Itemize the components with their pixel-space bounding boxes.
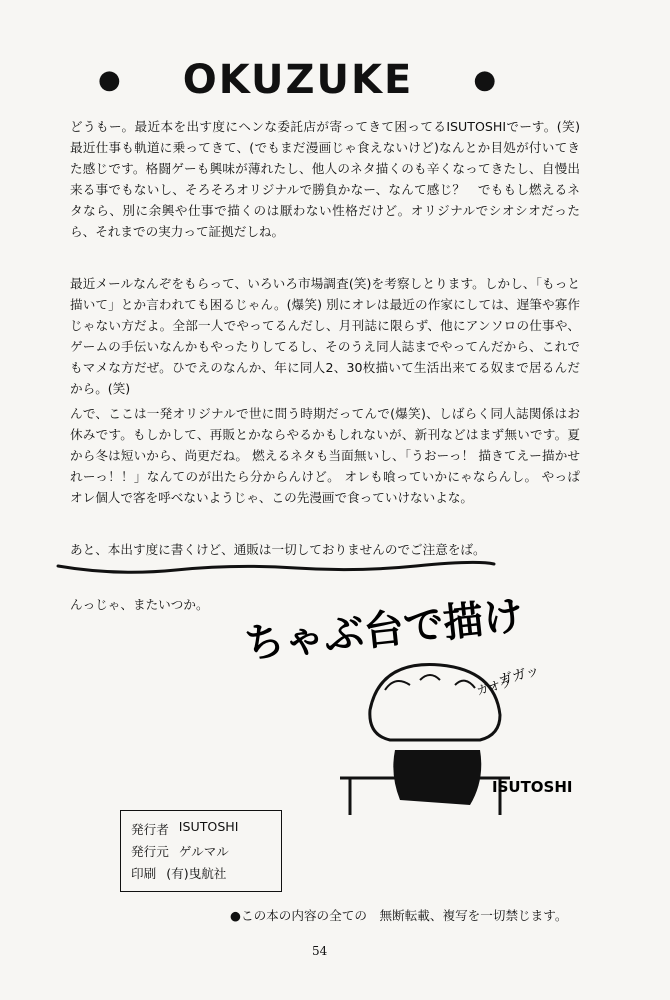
colophon-row-printer: [131, 863, 226, 882]
publisher-value: ISUTOSHI: [178, 819, 239, 834]
paragraph-1: どうもー。最近本を出す度にヘンな委託店が寄ってきて困ってるISUTOSHIでーす。(笑) 最近仕事も軌道に乗ってきて、(でもまだ漫画じゃ食えないけど)なんとか目処が付いてきた感じです。格闘ゲーも興味が薄れたし、他人のネタ描くのも辛くなってきたし、自慢出来る事でもないし、そろそろオリジナルで勝負かなー、なんて感じ？ でももし燃えるネタなら、別に余興や仕事で描くのは厭わない性格だけど。オリジナルでシオシオだったら、それまでの実力って証拠だしね。: [70, 119, 580, 239]
notice-underline: [56, 556, 496, 578]
colophon-row-issuer: [131, 841, 229, 860]
printer-label: 印刷: [131, 866, 157, 881]
title-text: OKUZUKE: [182, 57, 414, 103]
publisher-label: 発行者: [131, 822, 169, 837]
title-dot-right: ●: [473, 65, 498, 95]
printer-value: (有)曳航社: [166, 866, 227, 881]
sketch-caption: ちゃぶ台で描け: [242, 592, 526, 668]
title-dot-left: ●: [98, 65, 123, 95]
sketch-signature: ISUTOSHI: [492, 778, 573, 796]
mail-order-notice: あと、本出す度に書くけど、通販は一切しておりませんのでご注意をば。: [70, 542, 486, 557]
author-sketch: [230, 592, 573, 830]
farewell-text: んっじゃ、またいつか。: [70, 597, 209, 612]
copyright-notice: ●この本の内容の全ての 無断転載、複写を一切禁じます。: [230, 908, 568, 923]
paragraph-3: んで、ここは一発オリジナルで世に問う時期だってんで(爆笑)、しばらく同人誌関係はお休みです。もしかして、再販とかならやるかもしれないが、新刊などはまず無いです。夏から冬は短いから、尚更だね。 燃えるネタも当面無いし、「うおーっ！ 描きてえー描かせれーっ！！」なんてのが出たら分からんけど。 オレも喰っていかにゃならんし。 やっぱオレ個人で客を呼べないようじゃ、この先漫画で食っていけないよな。: [70, 406, 580, 505]
issuer-label: 発行元: [131, 844, 169, 859]
page-number: 54: [312, 944, 328, 958]
sketch-sfx: ガガッ: [496, 662, 542, 689]
colophon-row-publisher: [131, 819, 239, 838]
paragraph-2: 最近メールなんぞをもらって、いろいろ市場調査(笑)を考察しとります。しかし、「もっと描いて」とか言われても困るじゃん。(爆笑) 別にオレは最近の作家にしては、遅筆や寡作じゃない方だよ。全部一人でやってるんだし、月刊誌に限らず、他にアンソロの仕事や、ゲームの手伝いなんかもやったりしてるし、そのうえ同人誌までやってんだから、これでもマメな方だぜ。ひでえのなんか、年に同人2、30枚描いて生活出来てる奴まで居るんだから。(笑): [70, 276, 580, 396]
colophon-box: [120, 810, 282, 892]
page-title: [98, 55, 498, 105]
issuer-value: ゲルマル: [178, 844, 229, 859]
sketch-sfx-2: ガオラ: [475, 675, 514, 698]
